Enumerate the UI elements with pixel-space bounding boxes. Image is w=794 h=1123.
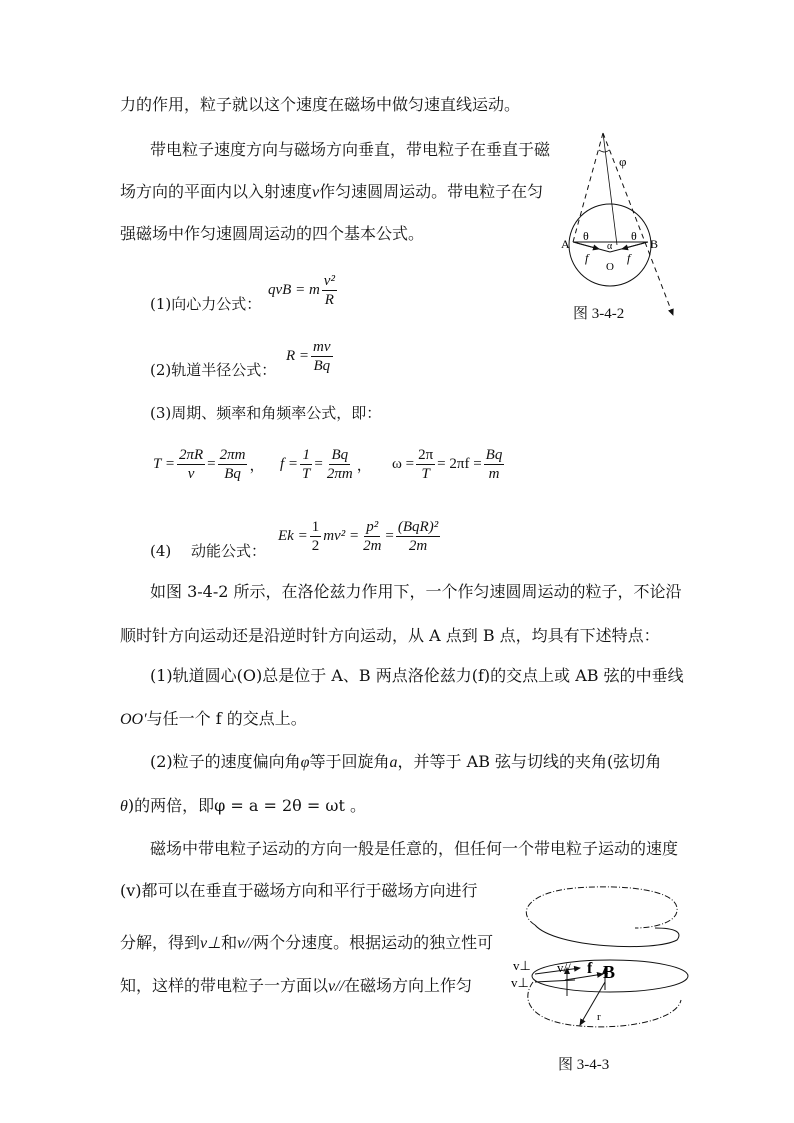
text-segment: 作匀速圆周运动。带电粒子在匀 [319, 182, 544, 201]
denominator: T [302, 466, 311, 482]
figure-caption: 图 3-4-2 [573, 306, 625, 322]
text-segment: 两个分速度。根据运动的独立性可 [253, 933, 494, 952]
text-line: (1)轨道圆心(O)总是位于 A、B 两点洛伦兹力(f)的交点上或 AB 弦的中垂线 [150, 666, 684, 685]
fraction [325, 446, 355, 483]
text-line: 磁场中带电粒子运动的方向一般是任意的，但任何一个带电粒子运动的速度 [150, 839, 679, 858]
label-alpha: α [607, 241, 613, 252]
fraction [310, 518, 322, 555]
formula-part: = [314, 456, 323, 472]
text-segment: 和 [221, 933, 238, 952]
label-r: r [597, 1011, 601, 1023]
formula-centripetal [268, 272, 339, 309]
formula-part: = 2πf = [437, 456, 482, 472]
symbol-v-parallel: v// [328, 978, 345, 995]
formula-angular-frequency [392, 446, 506, 483]
axis-line [603, 133, 617, 245]
formula-label: (3)周期、频率和角频率公式，即： [150, 404, 382, 422]
text-segment: 与任一个 f 的交点上。 [146, 709, 307, 728]
text-line: 强磁场中作匀速圆周运动的四个基本公式。 [120, 224, 425, 243]
text-segment: 在磁场方向上作匀 [344, 976, 473, 995]
incoming-tangent [573, 133, 603, 242]
numerator: p² [366, 519, 379, 535]
numerator: (BqR)² [397, 519, 439, 535]
formula-radius [286, 338, 335, 375]
fraction [396, 518, 440, 555]
force-right [622, 243, 644, 249]
label-b: B [603, 962, 616, 982]
text-line [120, 709, 307, 730]
formula-part: qvB = m [268, 282, 320, 298]
label-v-perp: v⊥ [511, 975, 529, 990]
text-line [120, 933, 493, 954]
label-f-left: f [585, 251, 589, 265]
denominator: R [324, 292, 334, 308]
text-line [120, 976, 472, 997]
fraction [311, 338, 333, 375]
denominator: Bq [224, 466, 241, 482]
label-f-right: f [627, 251, 631, 265]
formula-frequency [280, 446, 372, 483]
fraction [218, 446, 248, 483]
angle-arc-phi [599, 150, 609, 152]
fraction [416, 446, 435, 483]
numerator: 2π [418, 447, 434, 463]
numerator: v² [323, 273, 335, 289]
denominator: 2m [363, 538, 382, 554]
figure-caption: 图 3-4-3 [558, 1057, 610, 1073]
vector-v-perp [535, 980, 575, 982]
text-segment: )的两倍，即φ = a = 2θ = ωt 。 [127, 796, 366, 815]
formula-part: f = [280, 456, 299, 472]
symbol-phi: φ [300, 754, 310, 771]
formula-part: = [385, 528, 394, 544]
numerator: Bq [485, 447, 503, 463]
label-a: A [561, 237, 570, 251]
label-theta-left: θ [583, 229, 589, 243]
symbol-theta: θ [120, 798, 128, 815]
numerator: 1 [302, 447, 310, 463]
symbol-a: a [389, 754, 398, 771]
formula-part: = [207, 456, 216, 472]
force-left [577, 243, 599, 249]
label-v-perp-top: v⊥ [513, 958, 531, 973]
text-segment: (2)粒子的速度偏向角 [150, 752, 301, 771]
text-line [150, 752, 661, 773]
helix-upper-front [535, 925, 679, 947]
fraction [322, 272, 337, 309]
text-line [120, 796, 366, 817]
figure-helical-motion [505, 870, 695, 1045]
numerator: mv [313, 339, 331, 355]
fraction [484, 446, 505, 483]
symbol-v-parallel: v// [237, 935, 254, 952]
formula-label: (1)向心力公式： [150, 295, 262, 313]
denominator: 2m [408, 538, 428, 554]
symbol-v: v [312, 184, 320, 201]
text-segment: 场方向的平面内以入射速度 [120, 182, 313, 201]
text-line: 如图 3-4-2 所示，在洛伦兹力作用下，一个作匀速圆周运动的粒子，不论沿 [150, 582, 682, 601]
helix-top [526, 887, 677, 928]
formula-label: (2)轨道半径公式： [150, 361, 277, 379]
formula-period [153, 446, 264, 483]
symbol-oo: OO′ [120, 711, 147, 728]
text-line: 顺时针方向运动还是沿逆时针方向运动，从 A 点到 B 点，均具有下述特点： [120, 626, 660, 645]
label-o: O [606, 261, 614, 273]
text-segment: 知，这样的带电粒子一方面以 [120, 976, 329, 995]
label-theta-right: θ [631, 229, 637, 243]
denominator: T [421, 466, 430, 482]
formula-separator: ， [249, 458, 265, 474]
outgoing-tangent [603, 133, 673, 315]
text-line: 力的作用，粒子就以这个速度在磁场中做匀速直线运动。 [120, 95, 521, 114]
text-segment: ，并等于 AB 弦与切线的夹角(弦切角 [397, 752, 662, 771]
formula-label: (4) 动能公式： [150, 542, 267, 560]
label-b: B [650, 237, 659, 251]
denominator: 2 [311, 538, 320, 554]
fraction [300, 446, 312, 483]
figure-circular-motion [555, 130, 685, 320]
formula-part: Ek = [278, 528, 308, 544]
numerator: Bq [331, 447, 349, 463]
denominator: v [187, 466, 195, 482]
label-f: f [587, 960, 593, 977]
denominator: 2πm [326, 466, 353, 482]
numerator: 1 [311, 519, 320, 535]
formula-part: ω = [392, 456, 415, 472]
text-line [120, 182, 543, 203]
denominator: m [488, 466, 500, 482]
text-segment: 等于回旋角 [309, 752, 390, 771]
denominator: Bq [313, 358, 331, 374]
text-line: 带电粒子速度方向与磁场方向垂直，带电粒子在垂直于磁 [150, 140, 551, 159]
fraction [361, 518, 383, 555]
formula-part: T = [153, 456, 175, 472]
numerator: 2πR [178, 447, 204, 463]
label-v-parallel: v// [557, 960, 571, 975]
numerator: 2πm [219, 447, 246, 463]
formula-separator: ， [356, 458, 372, 474]
text-segment: 分解，得到 [120, 933, 201, 952]
text-line: (v)都可以在垂直于磁场方向和平行于磁场方向进行 [120, 881, 478, 900]
formula-kinetic-energy [278, 518, 442, 555]
formula-part: R = [286, 348, 310, 364]
formula-part: mv² = [323, 528, 360, 544]
label-phi: φ [619, 154, 627, 169]
symbol-v-perp: v⊥ [200, 935, 222, 952]
radius-r [580, 982, 605, 1025]
fraction [177, 446, 205, 483]
